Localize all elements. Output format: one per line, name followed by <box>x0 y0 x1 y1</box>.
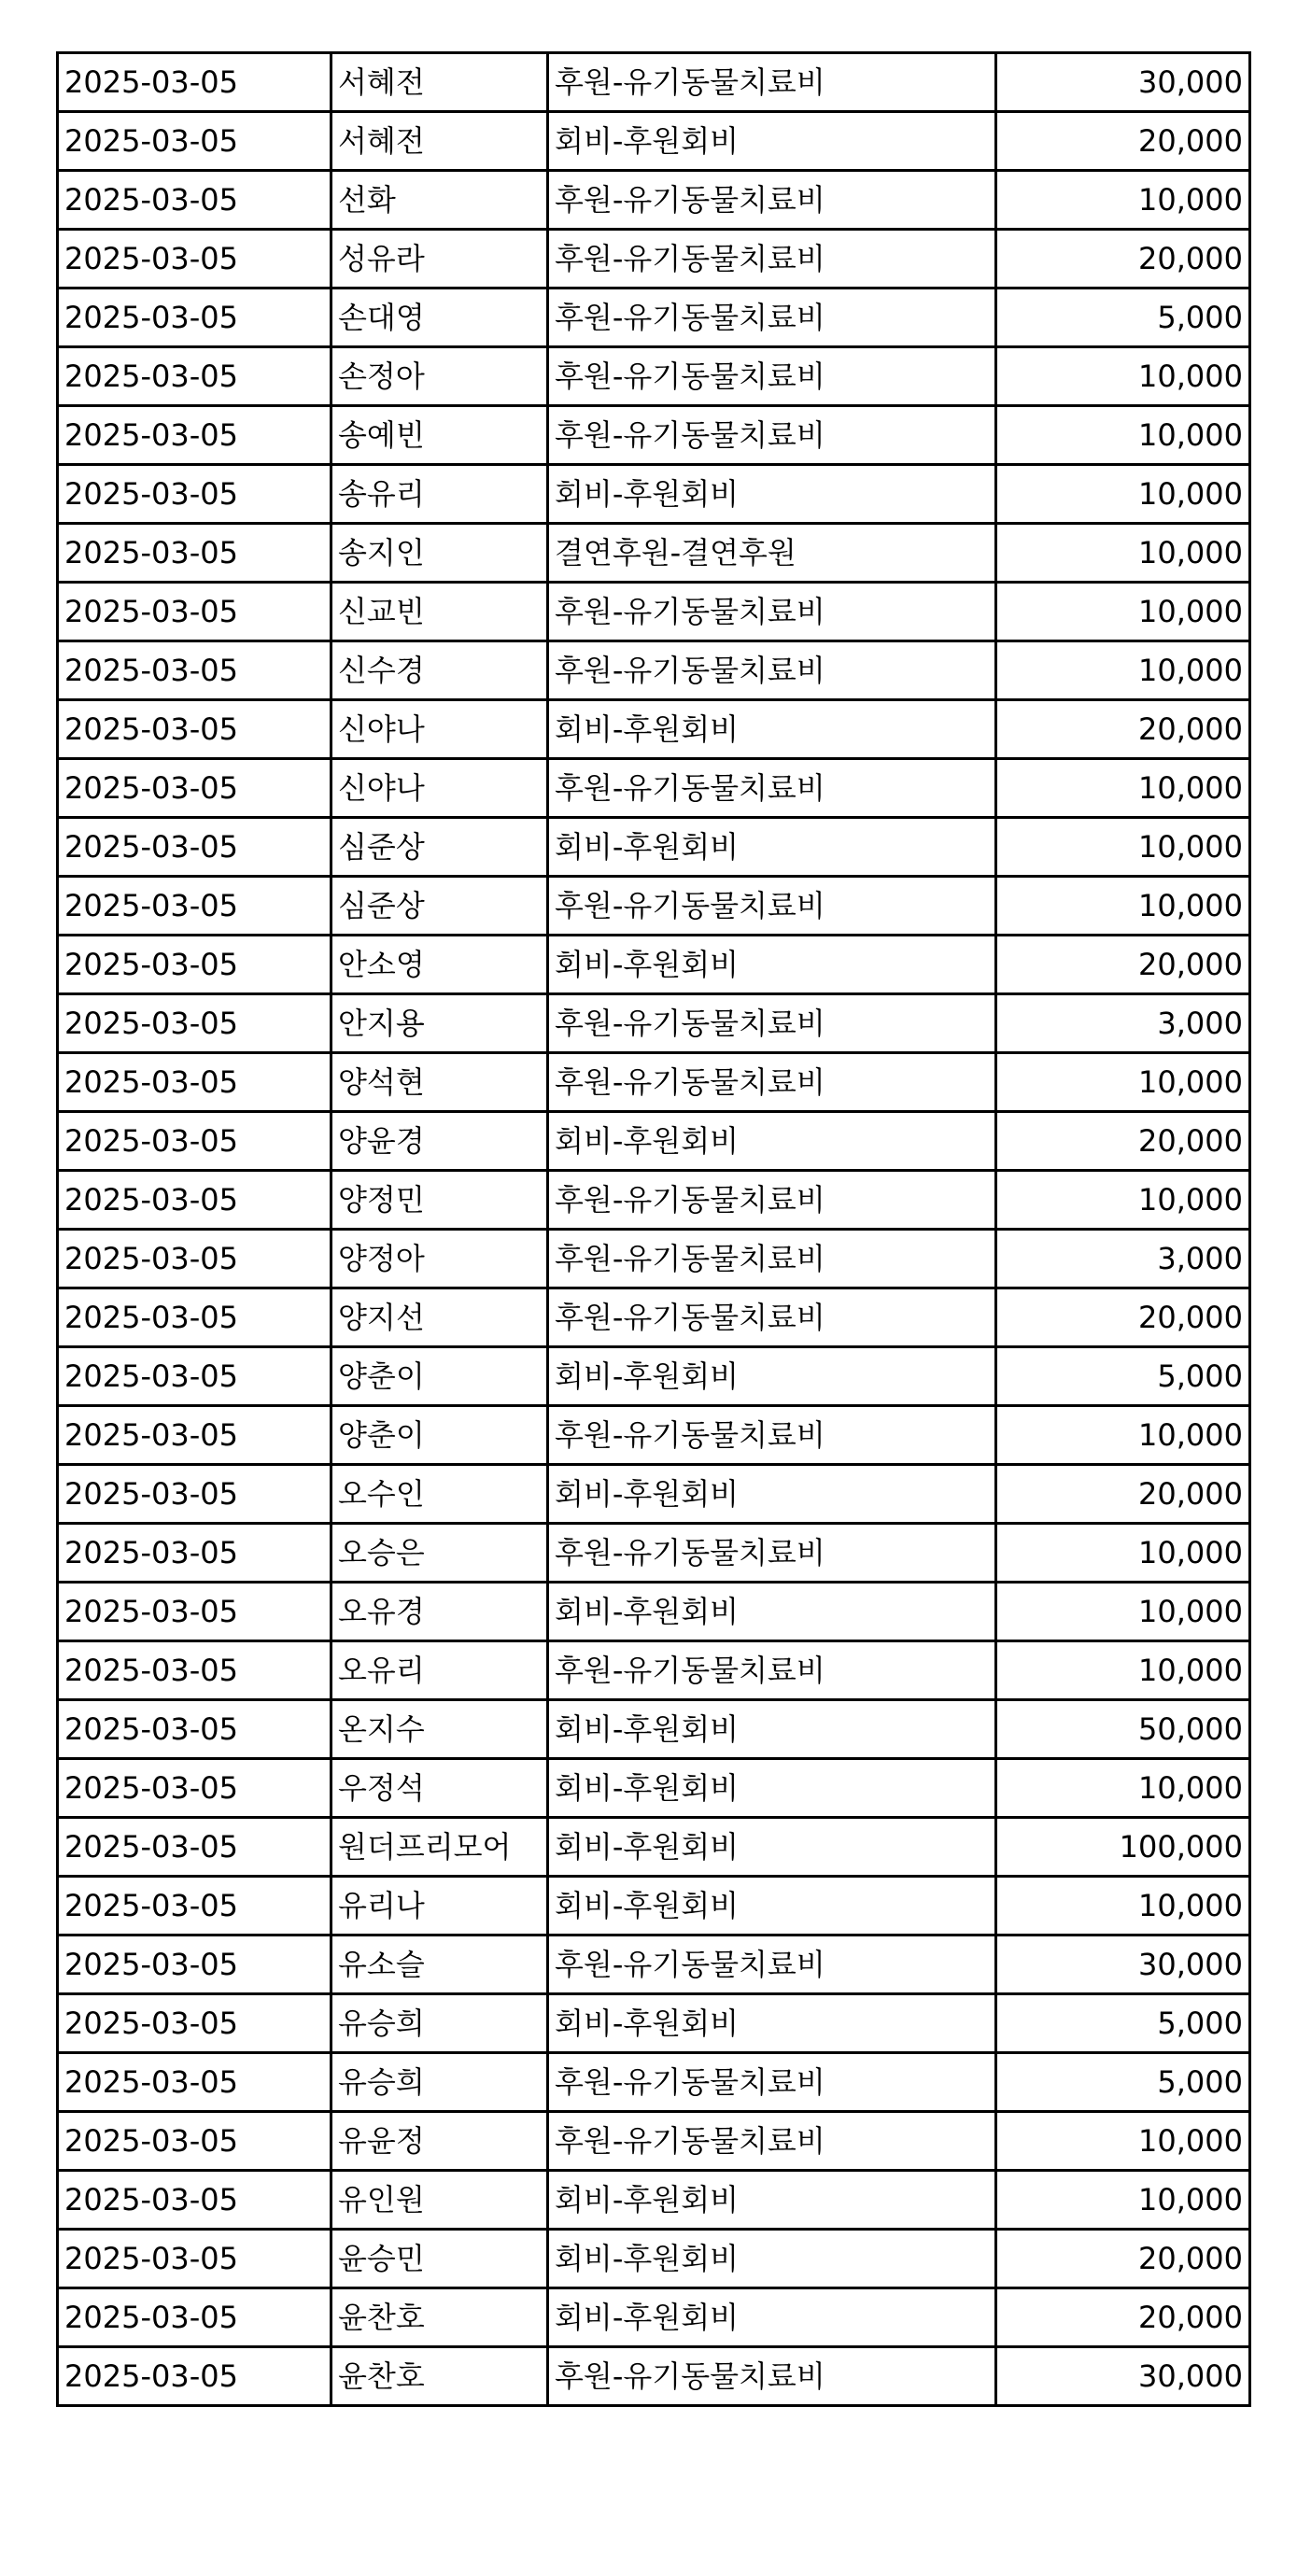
amount-cell: 20,000 <box>996 2288 1250 2347</box>
table-row <box>58 994 1250 1053</box>
date-cell: 2025-03-05 <box>58 877 331 936</box>
category-cell: 회비-후원회비 <box>548 1877 996 1936</box>
category-cell: 후원-유기동물치료비 <box>548 1524 996 1583</box>
amount-cell: 10,000 <box>996 818 1250 877</box>
amount-cell: 20,000 <box>996 1112 1250 1171</box>
amount-cell: 10,000 <box>996 347 1250 406</box>
table-row <box>58 936 1250 994</box>
name-cell: 유소슬 <box>331 1936 548 1994</box>
category-cell: 후원-유기동물치료비 <box>548 583 996 641</box>
name-cell: 윤승민 <box>331 2230 548 2288</box>
date-cell: 2025-03-05 <box>58 1112 331 1171</box>
name-cell: 서혜전 <box>331 53 548 112</box>
amount-cell: 100,000 <box>996 1818 1250 1877</box>
table-row <box>58 1524 1250 1583</box>
category-cell: 후원-유기동물치료비 <box>548 347 996 406</box>
name-cell: 오유경 <box>331 1583 548 1641</box>
category-cell: 회비-후원회비 <box>548 1759 996 1818</box>
category-cell: 회비-후원회비 <box>548 1994 996 2053</box>
table-row <box>58 1465 1250 1524</box>
date-cell: 2025-03-05 <box>58 583 331 641</box>
category-cell: 회비-후원회비 <box>548 1583 996 1641</box>
amount-cell: 10,000 <box>996 1583 1250 1641</box>
name-cell: 신수경 <box>331 641 548 700</box>
amount-cell: 10,000 <box>996 583 1250 641</box>
amount-cell: 50,000 <box>996 1700 1250 1759</box>
table-row <box>58 2230 1250 2288</box>
name-cell: 유승희 <box>331 1994 548 2053</box>
table-row <box>58 289 1250 347</box>
table-row <box>58 112 1250 171</box>
amount-cell: 3,000 <box>996 1230 1250 1288</box>
date-cell: 2025-03-05 <box>58 1700 331 1759</box>
amount-cell: 20,000 <box>996 2230 1250 2288</box>
date-cell: 2025-03-05 <box>58 347 331 406</box>
date-cell: 2025-03-05 <box>58 2230 331 2288</box>
date-cell: 2025-03-05 <box>58 1877 331 1936</box>
category-cell: 후원-유기동물치료비 <box>548 406 996 465</box>
amount-cell: 10,000 <box>996 759 1250 818</box>
category-cell: 회비-후원회비 <box>548 1465 996 1524</box>
amount-cell: 5,000 <box>996 1347 1250 1406</box>
amount-cell: 5,000 <box>996 2053 1250 2112</box>
name-cell: 성유라 <box>331 230 548 289</box>
name-cell: 신야나 <box>331 759 548 818</box>
name-cell: 손대영 <box>331 289 548 347</box>
category-cell: 회비-후원회비 <box>548 936 996 994</box>
name-cell: 오수인 <box>331 1465 548 1524</box>
table-row <box>58 1347 1250 1406</box>
category-cell: 회비-후원회비 <box>548 2230 996 2288</box>
date-cell: 2025-03-05 <box>58 1759 331 1818</box>
amount-cell: 5,000 <box>996 289 1250 347</box>
amount-cell: 20,000 <box>996 1465 1250 1524</box>
table-row <box>58 1171 1250 1230</box>
date-cell: 2025-03-05 <box>58 524 331 583</box>
amount-cell: 10,000 <box>996 1877 1250 1936</box>
date-cell: 2025-03-05 <box>58 759 331 818</box>
amount-cell: 30,000 <box>996 53 1250 112</box>
date-cell: 2025-03-05 <box>58 53 331 112</box>
date-cell: 2025-03-05 <box>58 1583 331 1641</box>
name-cell: 유리나 <box>331 1877 548 1936</box>
date-cell: 2025-03-05 <box>58 1171 331 1230</box>
name-cell: 신야나 <box>331 700 548 759</box>
amount-cell: 20,000 <box>996 230 1250 289</box>
amount-cell: 10,000 <box>996 406 1250 465</box>
name-cell: 윤찬호 <box>331 2288 548 2347</box>
category-cell: 회비-후원회비 <box>548 1347 996 1406</box>
amount-cell: 20,000 <box>996 112 1250 171</box>
table-row <box>58 818 1250 877</box>
category-cell: 후원-유기동물치료비 <box>548 53 996 112</box>
table-row <box>58 759 1250 818</box>
table-row <box>58 406 1250 465</box>
name-cell: 양윤경 <box>331 1112 548 1171</box>
table-row <box>58 347 1250 406</box>
category-cell: 회비-후원회비 <box>548 1700 996 1759</box>
table-row <box>58 1583 1250 1641</box>
name-cell: 안소영 <box>331 936 548 994</box>
name-cell: 양춘이 <box>331 1406 548 1465</box>
name-cell: 안지용 <box>331 994 548 1053</box>
category-cell: 후원-유기동물치료비 <box>548 1288 996 1347</box>
table-row <box>58 2053 1250 2112</box>
name-cell: 유인원 <box>331 2171 548 2230</box>
table-row <box>58 524 1250 583</box>
date-cell: 2025-03-05 <box>58 2053 331 2112</box>
category-cell: 회비-후원회비 <box>548 1112 996 1171</box>
category-cell: 후원-유기동물치료비 <box>548 2053 996 2112</box>
amount-cell: 10,000 <box>996 171 1250 230</box>
name-cell: 양춘이 <box>331 1347 548 1406</box>
date-cell: 2025-03-05 <box>58 2288 331 2347</box>
category-cell: 회비-후원회비 <box>548 2171 996 2230</box>
name-cell: 심준상 <box>331 877 548 936</box>
name-cell: 손정아 <box>331 347 548 406</box>
name-cell: 서혜전 <box>331 112 548 171</box>
amount-cell: 10,000 <box>996 1171 1250 1230</box>
table-row <box>58 2112 1250 2171</box>
table-row <box>58 2171 1250 2230</box>
name-cell: 윤찬호 <box>331 2347 548 2406</box>
date-cell: 2025-03-05 <box>58 2171 331 2230</box>
amount-cell: 3,000 <box>996 994 1250 1053</box>
category-cell: 후원-유기동물치료비 <box>548 759 996 818</box>
name-cell: 양정아 <box>331 1230 548 1288</box>
category-cell: 회비-후원회비 <box>548 1818 996 1877</box>
date-cell: 2025-03-05 <box>58 994 331 1053</box>
category-cell: 후원-유기동물치료비 <box>548 1936 996 1994</box>
amount-cell: 5,000 <box>996 1994 1250 2053</box>
table-row <box>58 1818 1250 1877</box>
date-cell: 2025-03-05 <box>58 171 331 230</box>
amount-cell: 20,000 <box>996 936 1250 994</box>
name-cell: 유윤정 <box>331 2112 548 2171</box>
name-cell: 심준상 <box>331 818 548 877</box>
date-cell: 2025-03-05 <box>58 1288 331 1347</box>
amount-cell: 10,000 <box>996 2171 1250 2230</box>
date-cell: 2025-03-05 <box>58 1230 331 1288</box>
table-row <box>58 641 1250 700</box>
amount-cell: 10,000 <box>996 641 1250 700</box>
date-cell: 2025-03-05 <box>58 936 331 994</box>
name-cell: 송예빈 <box>331 406 548 465</box>
name-cell: 송지인 <box>331 524 548 583</box>
table-row <box>58 583 1250 641</box>
date-cell: 2025-03-05 <box>58 1406 331 1465</box>
table-row <box>58 1877 1250 1936</box>
table-row <box>58 1759 1250 1818</box>
date-cell: 2025-03-05 <box>58 641 331 700</box>
category-cell: 회비-후원회비 <box>548 818 996 877</box>
table-row <box>58 53 1250 112</box>
date-cell: 2025-03-05 <box>58 818 331 877</box>
donation-ledger-table <box>56 51 1251 2407</box>
name-cell: 양석현 <box>331 1053 548 1112</box>
table-row <box>58 465 1250 524</box>
date-cell: 2025-03-05 <box>58 2112 331 2171</box>
amount-cell: 20,000 <box>996 700 1250 759</box>
category-cell: 후원-유기동물치료비 <box>548 1053 996 1112</box>
amount-cell: 10,000 <box>996 1524 1250 1583</box>
category-cell: 후원-유기동물치료비 <box>548 2347 996 2406</box>
category-cell: 후원-유기동물치료비 <box>548 641 996 700</box>
name-cell: 양지선 <box>331 1288 548 1347</box>
date-cell: 2025-03-05 <box>58 1936 331 1994</box>
table-row <box>58 1230 1250 1288</box>
category-cell: 후원-유기동물치료비 <box>548 289 996 347</box>
date-cell: 2025-03-05 <box>58 1994 331 2053</box>
category-cell: 후원-유기동물치료비 <box>548 1641 996 1700</box>
table-row <box>58 1994 1250 2053</box>
category-cell: 후원-유기동물치료비 <box>548 994 996 1053</box>
ledger-body <box>58 53 1250 2406</box>
name-cell: 원더프리모어 <box>331 1818 548 1877</box>
date-cell: 2025-03-05 <box>58 1465 331 1524</box>
table-row <box>58 1700 1250 1759</box>
category-cell: 후원-유기동물치료비 <box>548 2112 996 2171</box>
category-cell: 결연후원-결연후원 <box>548 524 996 583</box>
category-cell: 후원-유기동물치료비 <box>548 1230 996 1288</box>
date-cell: 2025-03-05 <box>58 2347 331 2406</box>
category-cell: 회비-후원회비 <box>548 700 996 759</box>
date-cell: 2025-03-05 <box>58 230 331 289</box>
amount-cell: 10,000 <box>996 1406 1250 1465</box>
name-cell: 유승희 <box>331 2053 548 2112</box>
amount-cell: 10,000 <box>996 524 1250 583</box>
name-cell: 양정민 <box>331 1171 548 1230</box>
name-cell: 송유리 <box>331 465 548 524</box>
name-cell: 우정석 <box>331 1759 548 1818</box>
table-row <box>58 2347 1250 2406</box>
name-cell: 선화 <box>331 171 548 230</box>
table-row <box>58 877 1250 936</box>
category-cell: 회비-후원회비 <box>548 2288 996 2347</box>
category-cell: 후원-유기동물치료비 <box>548 171 996 230</box>
amount-cell: 20,000 <box>996 1288 1250 1347</box>
name-cell: 오유리 <box>331 1641 548 1700</box>
category-cell: 회비-후원회비 <box>548 465 996 524</box>
table-row <box>58 171 1250 230</box>
category-cell: 후원-유기동물치료비 <box>548 877 996 936</box>
name-cell: 신교빈 <box>331 583 548 641</box>
name-cell: 온지수 <box>331 1700 548 1759</box>
category-cell: 후원-유기동물치료비 <box>548 1406 996 1465</box>
date-cell: 2025-03-05 <box>58 1818 331 1877</box>
table-row <box>58 1288 1250 1347</box>
amount-cell: 10,000 <box>996 1641 1250 1700</box>
table-row <box>58 1936 1250 1994</box>
date-cell: 2025-03-05 <box>58 465 331 524</box>
date-cell: 2025-03-05 <box>58 1053 331 1112</box>
table-row <box>58 1053 1250 1112</box>
amount-cell: 10,000 <box>996 465 1250 524</box>
table-row <box>58 1112 1250 1171</box>
amount-cell: 10,000 <box>996 877 1250 936</box>
name-cell: 오승은 <box>331 1524 548 1583</box>
category-cell: 회비-후원회비 <box>548 112 996 171</box>
date-cell: 2025-03-05 <box>58 112 331 171</box>
table-row <box>58 700 1250 759</box>
table-row <box>58 1641 1250 1700</box>
amount-cell: 10,000 <box>996 1759 1250 1818</box>
amount-cell: 10,000 <box>996 1053 1250 1112</box>
table-row <box>58 230 1250 289</box>
table-row <box>58 2288 1250 2347</box>
date-cell: 2025-03-05 <box>58 289 331 347</box>
date-cell: 2025-03-05 <box>58 1641 331 1700</box>
date-cell: 2025-03-05 <box>58 406 331 465</box>
amount-cell: 30,000 <box>996 1936 1250 1994</box>
date-cell: 2025-03-05 <box>58 700 331 759</box>
date-cell: 2025-03-05 <box>58 1347 331 1406</box>
date-cell: 2025-03-05 <box>58 1524 331 1583</box>
category-cell: 후원-유기동물치료비 <box>548 1171 996 1230</box>
amount-cell: 30,000 <box>996 2347 1250 2406</box>
amount-cell: 10,000 <box>996 2112 1250 2171</box>
table-row <box>58 1406 1250 1465</box>
category-cell: 후원-유기동물치료비 <box>548 230 996 289</box>
